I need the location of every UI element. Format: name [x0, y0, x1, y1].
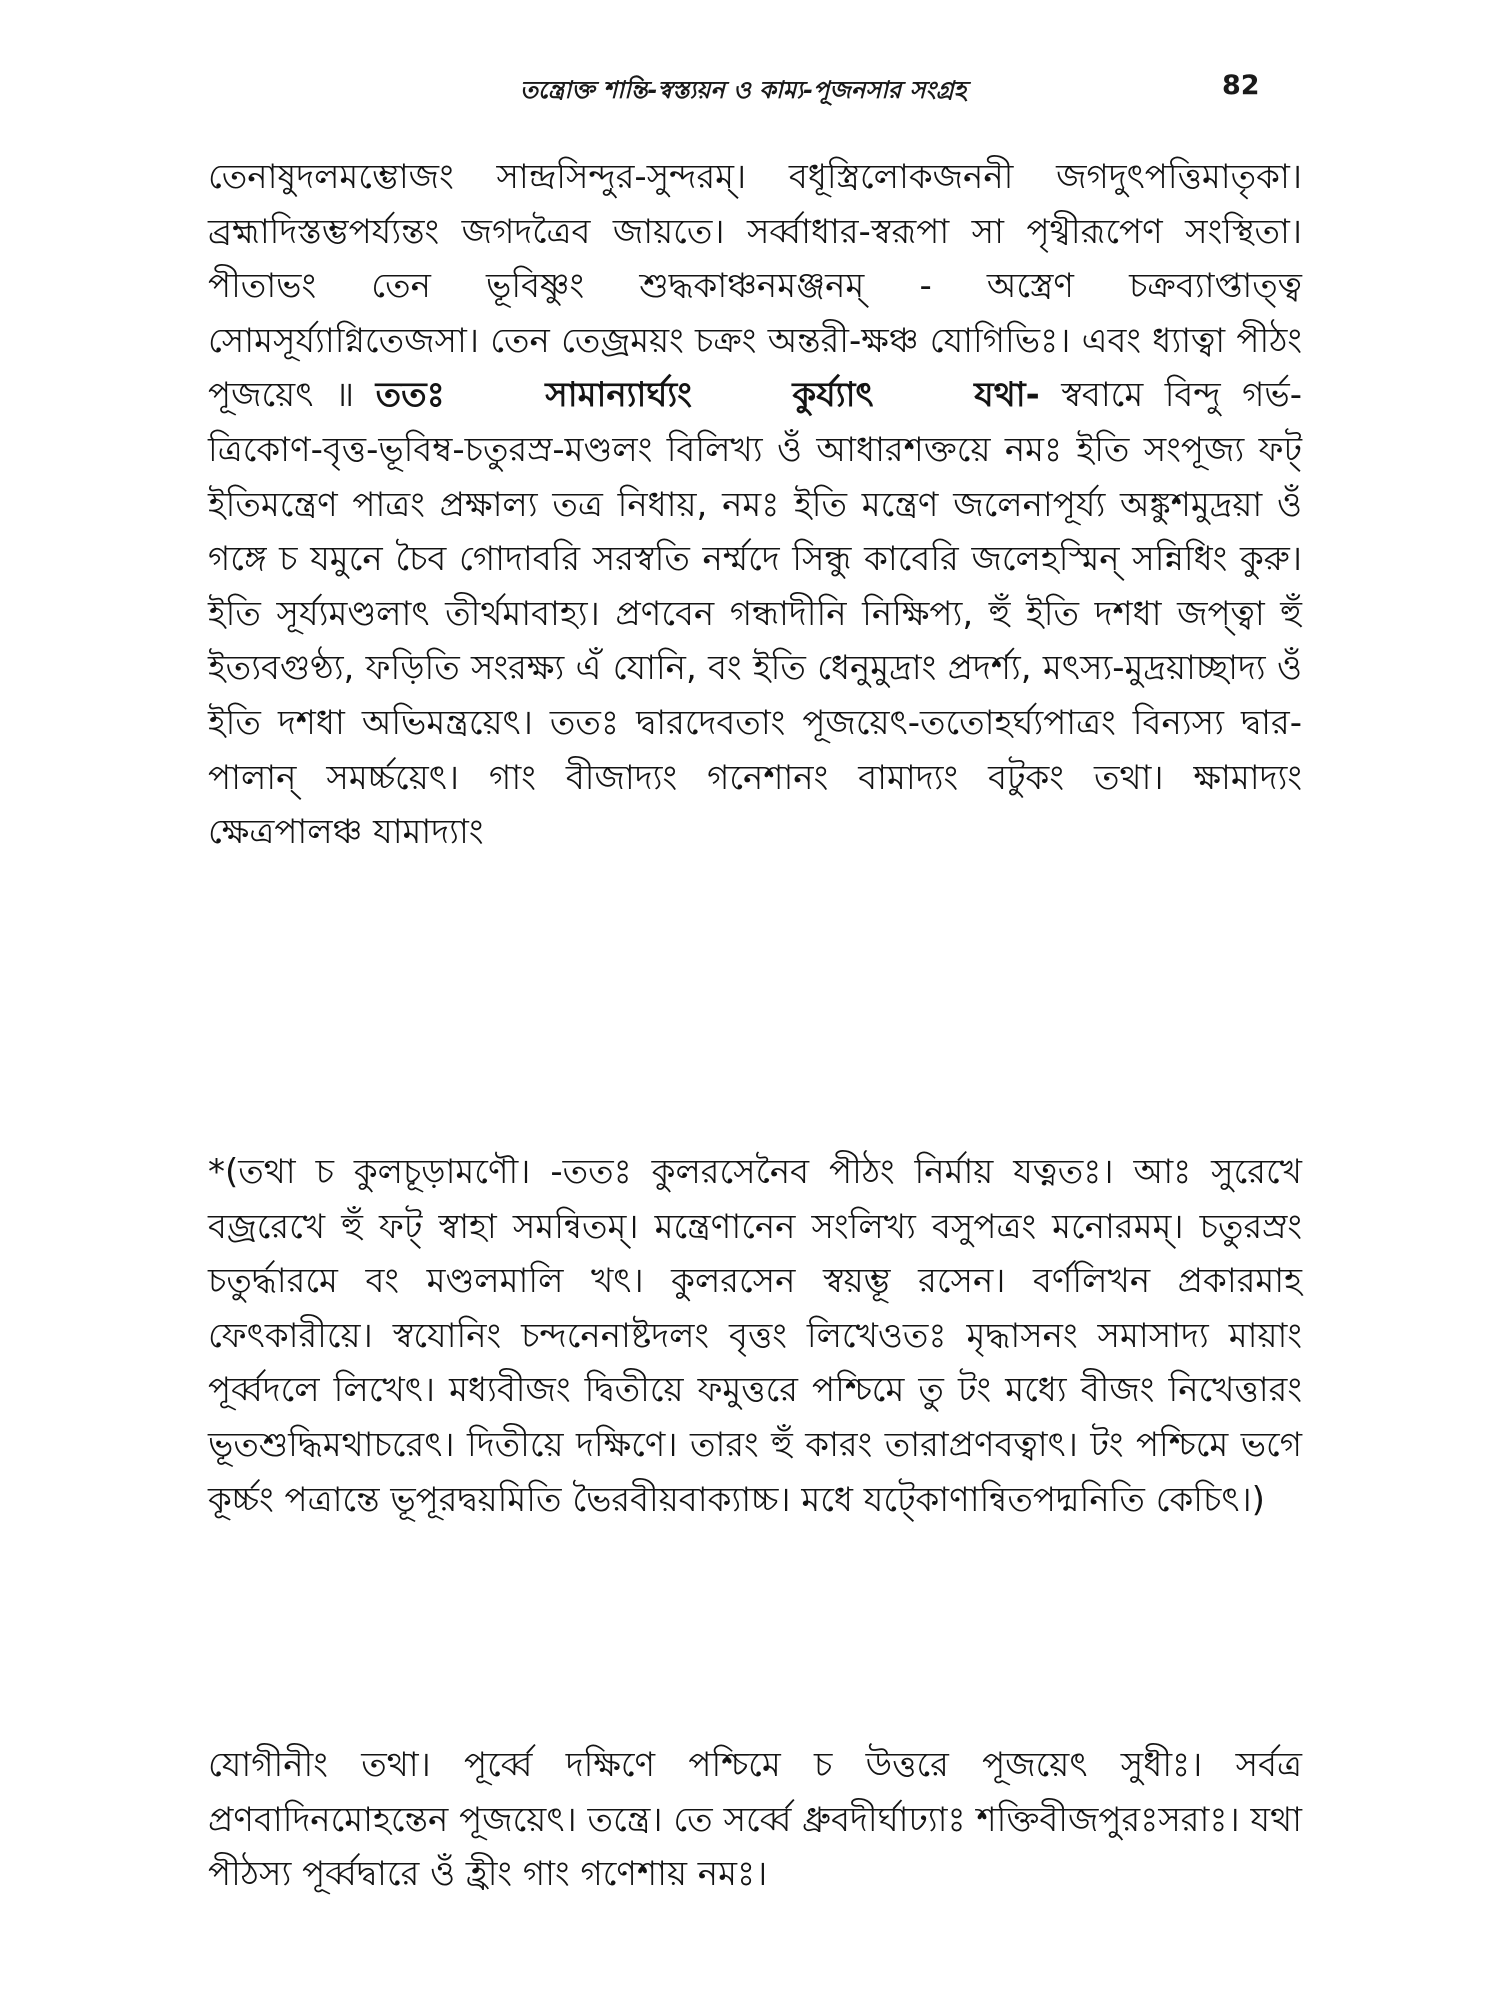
footnote-paragraph: *(তথা চ কুলচূড়ামণৌ। -ততঃ কুলরসেনৈব পীঠং নির্মায় যত্নতঃ। আঃ সুরেখে বজ্ররেখে হুঁ ফট্ স্বাহা সমন্বিতম্। মন্ত্রেণানেন সংলিখ্য বসুপত্রং মনোরমম্। চতুরস্রং চতুর্দ্ধারমে বং মণ্ডলমালি খৎ। কুলরসেন স্বয়ম্ভূ রসেন। বর্ণলিখন প্রকারমাহ ফেৎকারীয়ে। স্বযোনিং চন্দনেনাষ্টদলং বৃত্তং লিখেওতঃ মৃদ্ধাসনং সমাসাদ্য মায়াং পূর্ব্বদলে লিখেৎ। মধ্যবীজং দ্বিতীয়ে ফমুত্তরে পশ্চিমে তু টং মধ্যে বীজং নিখেত্তারং ভূতশুদ্ধিমথাচরেৎ। দিতীয়ে দক্ষিণে। তারং হুঁ কারং তারাপ্রণবত্বাৎ। টং পশ্চিমে ভগে কূর্চ্চং পত্রান্তে ভূপূরদ্বয়মিতি ভৈরবীয়বাক্যাচ্চ। মধে যট্কোণান্বিতপদ্মনিতি কেচিৎ।) [208, 1152, 1302, 1520]
closing-paragraph: যোগীনীং তথা। পূর্ব্বে দক্ষিণে পশ্চিমে চ উত্তরে পূজয়েৎ সুধীঃ। সর্বত্র প্রণবাদিনমোহন্তেন পূজয়েৎ। তন্ত্রে। তে সর্ব্বে ধ্রুবদীর্ঘাঢ্যাঃ শক্তিবীজপুরঃসরাঃ। যথা পীঠস্য পূর্ব্বদ্বারে ওঁ হ্রীং গাং গণেশায় নমঃ। [208, 1745, 1302, 1895]
paragraph-continuation-text: স্ববামে বিন্দু গর্ভ-ত্রিকোণ-বৃত্ত-ভূবিম্ব-চতুরস্র-মণ্ডলং বিলিখ্য ওঁ আধারশক্তয়ে নমঃ ইতি সংপূজ্য ফট্ ইতিমন্ত্রেণ পাত্রং প্রক্ষাল্য তত্র নিধায়, নমঃ ইতি মন্ত্রেণ জলেনাপূর্য্য অঙ্কুশমুদ্রয়া ওঁ গঙ্গে চ যমুনে চৈব গোদাবরি সরস্বতি নর্ম্মদে সিন্ধু কাবেরি জলেহস্মিন্ সন্নিধিং কুরু। ইতি সূর্য্যমণ্ডলাৎ তীর্থমাবাহ্য। প্রণবেন গন্ধাদীনি নিক্ষিপ্য, হুঁ ইতি দশধা জপ্ত্বা হুঁ ইত্যবগুণ্ঠ্য, ফড়িতি সংরক্ষ্য এঁ যোনি, বং ইতি ধেনুমুদ্রাং প্রদর্শ্য, মৎস্য-মুদ্রয়াচ্ছাদ্য ওঁ ইতি দশধা অভিমন্ত্রয়েৎ। ততঃ দ্বারদেবতাং পূজয়েৎ-ততোহর্ঘ্যপাত্রং বিন্যস্য দ্বার-পালান্ সমর্চ্চয়েৎ। গাং বীজাদ্যং গনেশানং বামাদ্যং বটুকং তথা। ক্ষামাদ্যং ক্ষেত্রপালঞ্চ যামাদ্যাং [208, 375, 1303, 853]
main-paragraph [208, 150, 1302, 860]
running-head: তন্ত্রোক্ত শান্তি-স্বস্ত্যয়ন ও কাম্য-পূজনসার সংগ্রহ [520, 76, 967, 104]
section-heading: ততঃ সামান্যার্ঘ্যং কুর্য্যাৎ যথা- [375, 375, 1040, 416]
page-number: 82 [1222, 70, 1260, 101]
paragraph-opening-text: তেনাষুদলমম্ভোজং সান্দ্রসিন্দুর-সুন্দরম্। বধূস্ত্রিলোকজননী জগদুৎপত্তিমাতৃকা। ব্রহ্মাদিস্তম্ভপর্য্যন্তং জগদত্রৈব জায়তে। সর্ব্বাধার-স্বরূপা সা পৃথ্বীরূপেণ সংস্থিতা। পীতাভং তেন ভূবিষ্ণুং শুদ্ধকাঞ্চনমঞ্জনম্ - অস্ত্রেণ চক্রব্যাপ্তাত্ত্ব সোমসূর্য্যাগ্নিতেজসা। তেন তেজ্রময়ং চক্রং অন্তরী-ক্ষঞ্চ যোগিভিঃ। এবং ধ্যাত্বা পীঠং পূজয়েৎ ॥ [208, 157, 1302, 416]
